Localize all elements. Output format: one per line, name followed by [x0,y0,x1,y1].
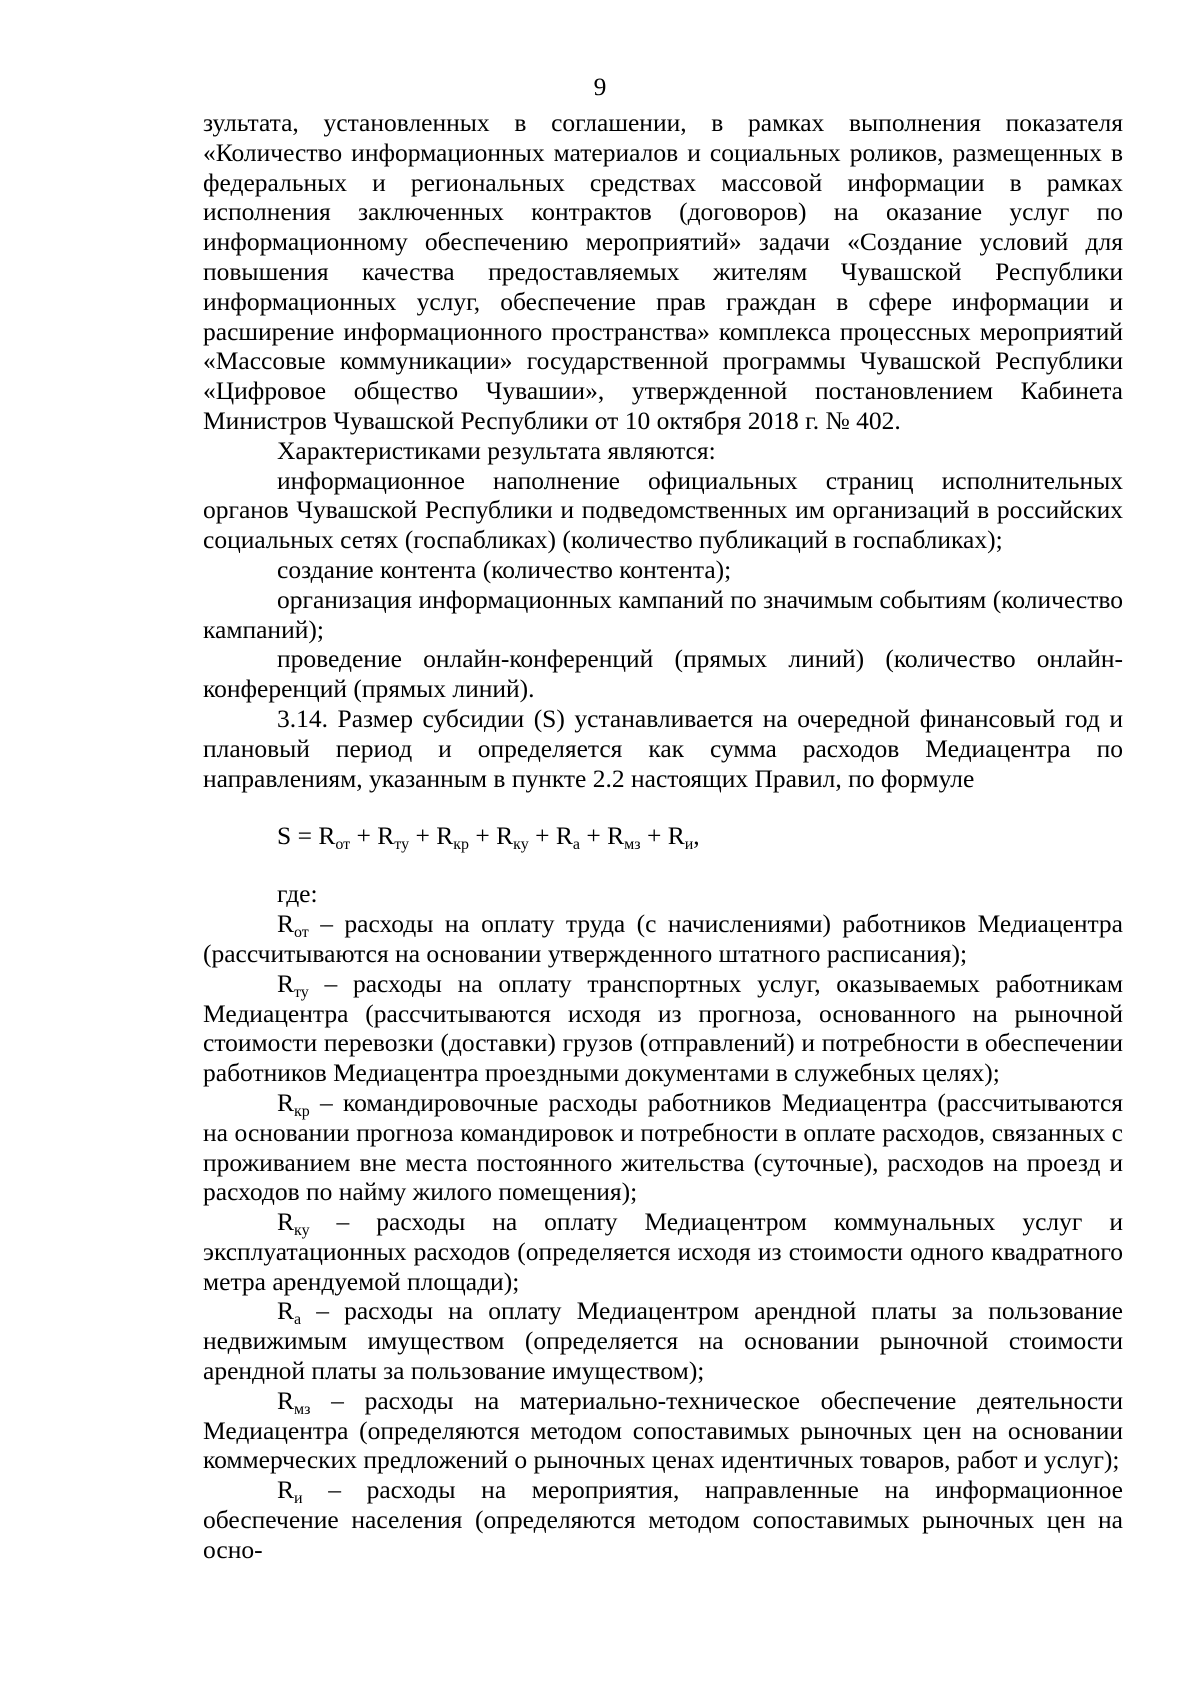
formula-term-ot: $R_{от}$ [318,821,351,854]
definition-r-ku: $R_{ку}$ – расходы на оплату Медиацентром коммунальных услуг и эксплуатационных расходов (определяется исходя из стоимости одного квадратного метра арендуемой площади); [203,1207,1123,1296]
formula-term-a: $R_а$ [555,821,580,854]
paragraph-characteristics-heading: Характеристиками результата являются: [277,435,716,465]
paragraph-continuation: зультата, установленных в соглашении, в рамках выполнения показателя «Количество информационных материалов и социальных роликов, размещенных в федеральных и региональных средствах массовой информации в рамках исполнения заключенных контрактов (договоров) на оказание услуг по информационному обеспечению мероприятий» задачи «Создание условий для повышения качества предоставляемых жителям Чувашской Республики информационных услуг, обеспечение прав граждан в сфере информации и расширение информационного пространства» комплекса процессных мероприятий «Массовые коммуникации» государственной программы Чувашской Республики «Цифровое общество Чувашии», утвержденной постановлением Кабинета Министров Чувашской Республики от 10 октября 2018 г. № 402. [203,108,1123,435]
formula-equals: = [291,821,319,851]
page-number: 9 [593,72,607,101]
formula-where: где: [277,879,318,909]
paragraph-characteristic-2: создание контента (количество контента); [277,554,732,584]
paragraph-characteristic-1: информационное наполнение официальных страниц исполнительных органов Чувашской Республики и подведомственных им организаций в российских социальных сетях (госпабликах) (количество публикаций в госпабликах); [203,465,1123,555]
formula-term-tu: $R_{ту}$ [377,821,410,854]
definition-r-mz: $R_{мз}$ – расходы на материально-техническое обеспечение деятельности Медиацентра (определяются методом сопоставимых рыночных цен на основании коммерческих предложений о рыночных ценах идентичных товаров, работ и услуг); [203,1385,1123,1475]
formula-term-mz: $R_{мз}$ [607,821,641,854]
definition-r-i: $R_и$ – расходы на мероприятия, направленные на информационное обеспечение населения (определяются методом сопоставимых рыночных цен на осно- [203,1475,1123,1564]
formula-term-i: $R_и$ [667,821,694,854]
formula-term-ku: $R_{ку}$ [496,821,529,854]
definition-r-ot: $R_{от}$ – расходы на оплату труда (с начислениями) работников Медиацентра (рассчитываются на основании утвержденного штатного расписания); [203,909,1123,968]
definition-r-a: $R_а$ – расходы на оплату Медиацентром арендной платы за пользование недвижимым имуществом (определяется на основании рыночной стоимости арендной платы за пользование имуществом); [203,1296,1123,1386]
document-body [203,108,1123,1565]
formula-term-kr: $R_{кр}$ [436,821,469,854]
formula-lhs: S [277,821,292,851]
paragraph-3-14: 3.14. Размер субсидии (S) устанавливается на очередной финансовый год и плановый период и определяется как сумма расходов Медиацентра по направлениям, указанным в пункте 2.2 настоящих Правил, по формуле [203,703,1123,793]
definition-r-kr: $R_{кр}$ – командировочные расходы работников Медиацентра (рассчитываются на основании прогноза командировок и потребности в оплате расходов, связанных с проживанием вне места постоянного жительства (суточные), расходов на проезд и расходов по найму жилого помещения); [203,1087,1123,1207]
subsidy-formula: $S = R_{от} + R_{ту} + R_{кр} + R_{ку} + R_а + R_{мз} + R_и$, [277,821,700,854]
definition-r-tu: $R_{ту}$ – расходы на оплату транспортных услуг, оказываемых работникам Медиацентра (рассчитываются исходя из прогноза, основанного на рыночной стоимости перевозки (доставки) грузов (отправлений) и потребности в обеспечении работников Медиацентра проездными документами в служебных целях); [203,968,1123,1088]
paragraph-characteristic-4: проведение онлайн-конференций (прямых линий) (количество онлайн-конференций (прямых линий). [203,644,1123,704]
paragraph-characteristic-3: организация информационных кампаний по значимым событиям (количество кампаний); [203,584,1123,644]
